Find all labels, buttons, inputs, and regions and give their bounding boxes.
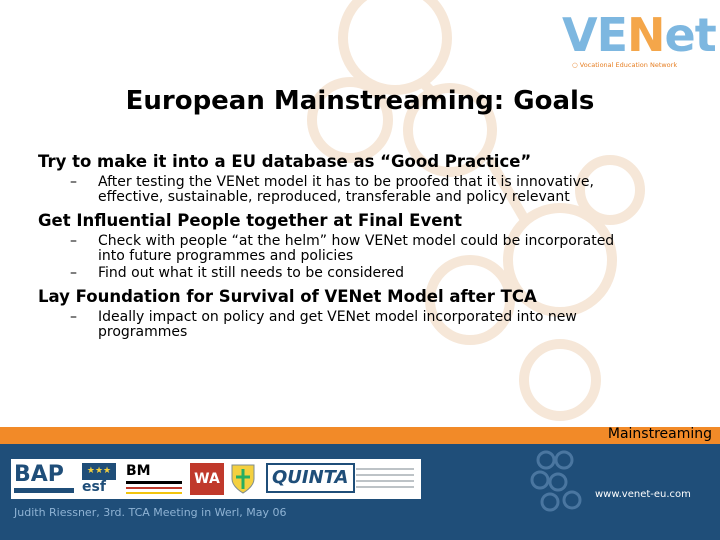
bullet-dash: – — [70, 265, 77, 281]
bullet-line: Find out what it still needs to be considered — [98, 265, 405, 281]
slide-content — [38, 152, 698, 340]
crest-logo — [230, 463, 260, 495]
bullet-line: After testing the VENet model it has to be proofed that it is innovative, — [98, 174, 594, 190]
wa-logo: WA — [190, 463, 226, 495]
logo-ve: VE — [562, 8, 628, 62]
footer-caption: Judith Riessner, 3rd. TCA Meeting in Werl, May 06 — [14, 506, 287, 519]
bullet-line: into future programmes and policies — [98, 248, 354, 264]
bullet-item — [38, 234, 698, 264]
section-survival — [38, 287, 698, 340]
bullet-line: programmes — [98, 324, 188, 340]
section-good-practice — [38, 152, 698, 205]
venet-logo — [558, 8, 716, 70]
logo-subtitle: ○ Vocational Education Network — [572, 61, 678, 69]
footer-url: www.venet-eu.com — [595, 489, 691, 500]
bullet-line: Check with people “at the helm” how VENet model could be incorporated — [98, 233, 615, 249]
section-heading: Lay Foundation for Survival of VENet Model after TCA — [38, 287, 537, 306]
footer-circles-decoration — [520, 448, 640, 528]
bullet-line: effective, sustainable, reproduced, transferable and policy relevant — [98, 189, 570, 205]
logo-n: N — [627, 8, 665, 62]
bullet-item — [38, 266, 698, 281]
bullet-dash: – — [70, 174, 77, 190]
logo-wordmark — [562, 10, 716, 60]
bullet-dash: – — [70, 309, 77, 325]
section-heading: Try to make it into a EU database as “Good Practice” — [38, 152, 532, 171]
bap-logo: BAP — [14, 463, 76, 495]
shield-icon — [230, 463, 256, 495]
bm-logo: BM — [126, 463, 186, 495]
section-heading: Get Influential People together at Final Event — [38, 211, 463, 230]
bullet-line: Ideally impact on policy and get VENet model incorporated into new — [98, 309, 577, 325]
quinta-logo: QUINTA — [266, 463, 416, 495]
bullet-item — [38, 175, 698, 205]
section-final-event — [38, 211, 698, 281]
bullet-dash: – — [70, 233, 77, 249]
esf-logo: ★★★ esf — [82, 463, 122, 495]
footer-section-label: Mainstreaming — [607, 426, 712, 442]
logo-et: et — [664, 8, 716, 62]
bullet-item — [38, 310, 698, 340]
slide-title: European Mainstreaming: Goals — [125, 86, 595, 116]
